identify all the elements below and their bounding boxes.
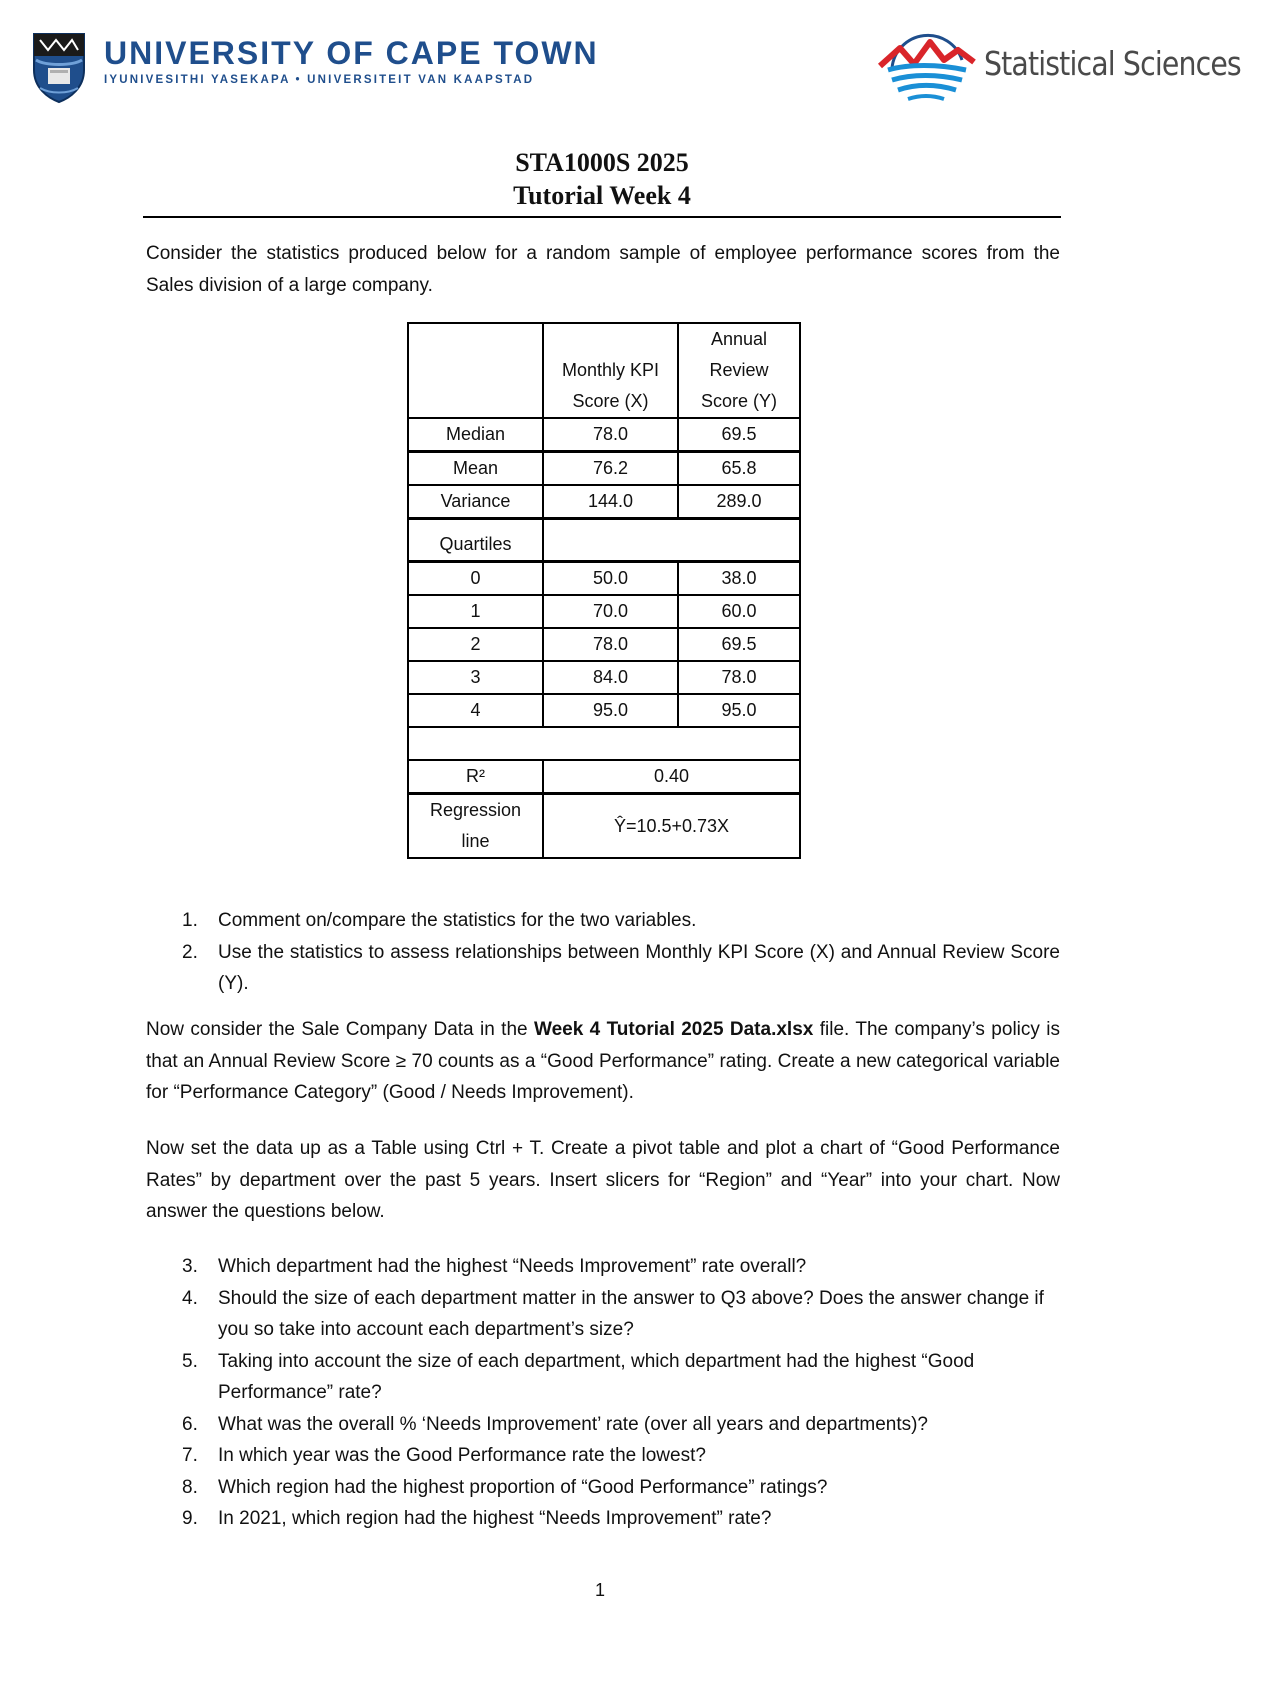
spacer-cell bbox=[408, 727, 800, 760]
question-number: 7. bbox=[182, 1445, 198, 1466]
r2-value: 0.40 bbox=[543, 760, 800, 794]
question-text: In which year was the Good Performance rate the lowest? bbox=[218, 1445, 706, 1466]
regression-row bbox=[408, 794, 800, 859]
question-number: 6. bbox=[182, 1413, 198, 1435]
cell-y: 95.0 bbox=[678, 694, 800, 727]
regression-value: Ŷ=10.5+0.73X bbox=[543, 794, 800, 859]
quartile-label: 3 bbox=[408, 661, 543, 694]
question-text: Comment on/compare the statistics for the two variables. bbox=[218, 910, 697, 931]
question-item bbox=[146, 1251, 1060, 1283]
statistics-table bbox=[407, 322, 801, 859]
table-header-row bbox=[408, 323, 800, 418]
cell-y: 78.0 bbox=[678, 661, 800, 694]
table-row bbox=[408, 661, 800, 694]
cell-y: 38.0 bbox=[678, 562, 800, 596]
question-number: 1. bbox=[182, 910, 198, 931]
document-title bbox=[143, 146, 1061, 212]
page-number: 1 bbox=[594, 1580, 605, 1600]
header-annual-review-text: Annual Review Score (Y) bbox=[700, 329, 778, 411]
table-header-empty bbox=[408, 323, 543, 418]
para2-text-start: Now consider the Sale Company Data in the bbox=[146, 1019, 534, 1040]
tutorial-title: Tutorial Week 4 bbox=[513, 181, 691, 210]
table-row bbox=[408, 418, 800, 452]
question-number: 5. bbox=[182, 1350, 198, 1372]
header-annual-review bbox=[678, 323, 800, 418]
row-label: Variance bbox=[408, 485, 543, 519]
cell-x: 78.0 bbox=[543, 418, 678, 452]
title-divider bbox=[143, 216, 1061, 218]
cell-y: 69.5 bbox=[678, 628, 800, 661]
quartile-label: 2 bbox=[408, 628, 543, 661]
statistical-sciences-logo bbox=[878, 20, 1283, 106]
regression-label-text: Regression line bbox=[429, 800, 522, 851]
row-label: Mean bbox=[408, 452, 543, 486]
cell-x: 78.0 bbox=[543, 628, 678, 661]
cell-y: 65.8 bbox=[678, 452, 800, 486]
table-row bbox=[408, 628, 800, 661]
question-item bbox=[146, 1346, 1060, 1409]
question-item bbox=[146, 905, 1060, 937]
question-number: 9. bbox=[182, 1508, 198, 1529]
question-text: In 2021, which region had the highest “Needs Improvement” rate? bbox=[218, 1508, 772, 1529]
question-item bbox=[146, 1440, 1060, 1472]
question-number: 3. bbox=[182, 1256, 198, 1277]
r2-row bbox=[408, 760, 800, 794]
table-row bbox=[408, 595, 800, 628]
header-monthly-kpi-text: Monthly KPI Score (X) bbox=[561, 360, 660, 411]
cell-x: 50.0 bbox=[543, 562, 678, 596]
question-text: Use the statistics to assess relationships between Monthly KPI Score (X) and Annual Review Score (Y). bbox=[218, 941, 1060, 994]
course-title: STA1000S 2025 bbox=[515, 148, 689, 177]
header-monthly-kpi bbox=[543, 323, 678, 418]
quartile-label: 1 bbox=[408, 595, 543, 628]
quartiles-header-row bbox=[408, 519, 800, 562]
question-text: Which region had the highest proportion of “Good Performance” ratings? bbox=[218, 1476, 828, 1498]
cell-y: 289.0 bbox=[678, 485, 800, 519]
question-number: 2. bbox=[182, 941, 198, 963]
regression-label bbox=[408, 794, 543, 859]
table-row bbox=[408, 694, 800, 727]
para2-text-end: file. The company’s policy is that an Annual Review Score ≥ 70 counts as a “Good Performance” rating. Create a new categorical variable for “Performance Category” (Good / Needs Improvement). bbox=[146, 1019, 1060, 1103]
question-text: What was the overall % ‘Needs Improvement’ rate (over all years and departments)? bbox=[218, 1413, 928, 1435]
spacer-row bbox=[408, 727, 800, 760]
university-subtitle: IYUNIVESITHI YASEKAPA • UNIVERSITEIT VAN KAAPSTAD bbox=[104, 74, 535, 86]
intro-paragraph: Consider the statistics produced below for a random sample of employee performance scores from the Sales division of a large company. bbox=[146, 243, 1060, 296]
cell-y: 69.5 bbox=[678, 418, 800, 452]
uct-logo bbox=[30, 30, 599, 104]
cell-x: 84.0 bbox=[543, 661, 678, 694]
question-text: Which department had the highest “Needs Improvement” rate overall? bbox=[218, 1256, 807, 1277]
cell-x: 95.0 bbox=[543, 694, 678, 727]
table-row bbox=[408, 452, 800, 486]
question-text: Should the size of each department matter in the answer to Q3 above? Does the answer change if you so take into account each department’s size? bbox=[218, 1287, 1044, 1340]
question-number: 8. bbox=[182, 1476, 198, 1498]
quartiles-label: Quartiles bbox=[408, 519, 543, 562]
statistical-sciences-mark-icon bbox=[878, 20, 976, 106]
row-label: Median bbox=[408, 418, 543, 452]
quartile-label: 4 bbox=[408, 694, 543, 727]
r2-label: R² bbox=[408, 760, 543, 794]
department-name: Statistical Sciences bbox=[984, 43, 1241, 83]
question-number: 4. bbox=[182, 1287, 198, 1309]
question-item bbox=[146, 1472, 1060, 1504]
quartile-label: 0 bbox=[408, 562, 543, 596]
data-instructions-paragraph bbox=[146, 1014, 1060, 1109]
question-item bbox=[146, 937, 1060, 1000]
question-item bbox=[146, 1283, 1060, 1346]
cell-x: 76.2 bbox=[543, 452, 678, 486]
table-row bbox=[408, 562, 800, 596]
question-list-b bbox=[146, 1251, 1060, 1535]
table-row bbox=[408, 485, 800, 519]
cell-x: 70.0 bbox=[543, 595, 678, 628]
question-text: Taking into account the size of each department, which department had the highest “Good Performance” rate? bbox=[218, 1350, 975, 1403]
university-name: UNIVERSITY OF CAPE TOWN bbox=[104, 35, 599, 71]
question-item bbox=[146, 1409, 1060, 1441]
pivot-instructions-paragraph: Now set the data up as a Table using Ctrl + T. Create a pivot table and plot a chart of “Good Performance Rates” by department over the past 5 years. Insert slicers for “Region” and “Year” into your chart. Now answer the questions below. bbox=[146, 1138, 1060, 1222]
cell-x: 144.0 bbox=[543, 485, 678, 519]
cell-y: 60.0 bbox=[678, 595, 800, 628]
data-file-name: Week 4 Tutorial 2025 Data.xlsx bbox=[533, 1019, 814, 1040]
question-list-a bbox=[146, 905, 1060, 1000]
question-item bbox=[146, 1503, 1060, 1535]
quartiles-empty bbox=[543, 519, 800, 562]
uct-shield-icon bbox=[30, 30, 88, 104]
